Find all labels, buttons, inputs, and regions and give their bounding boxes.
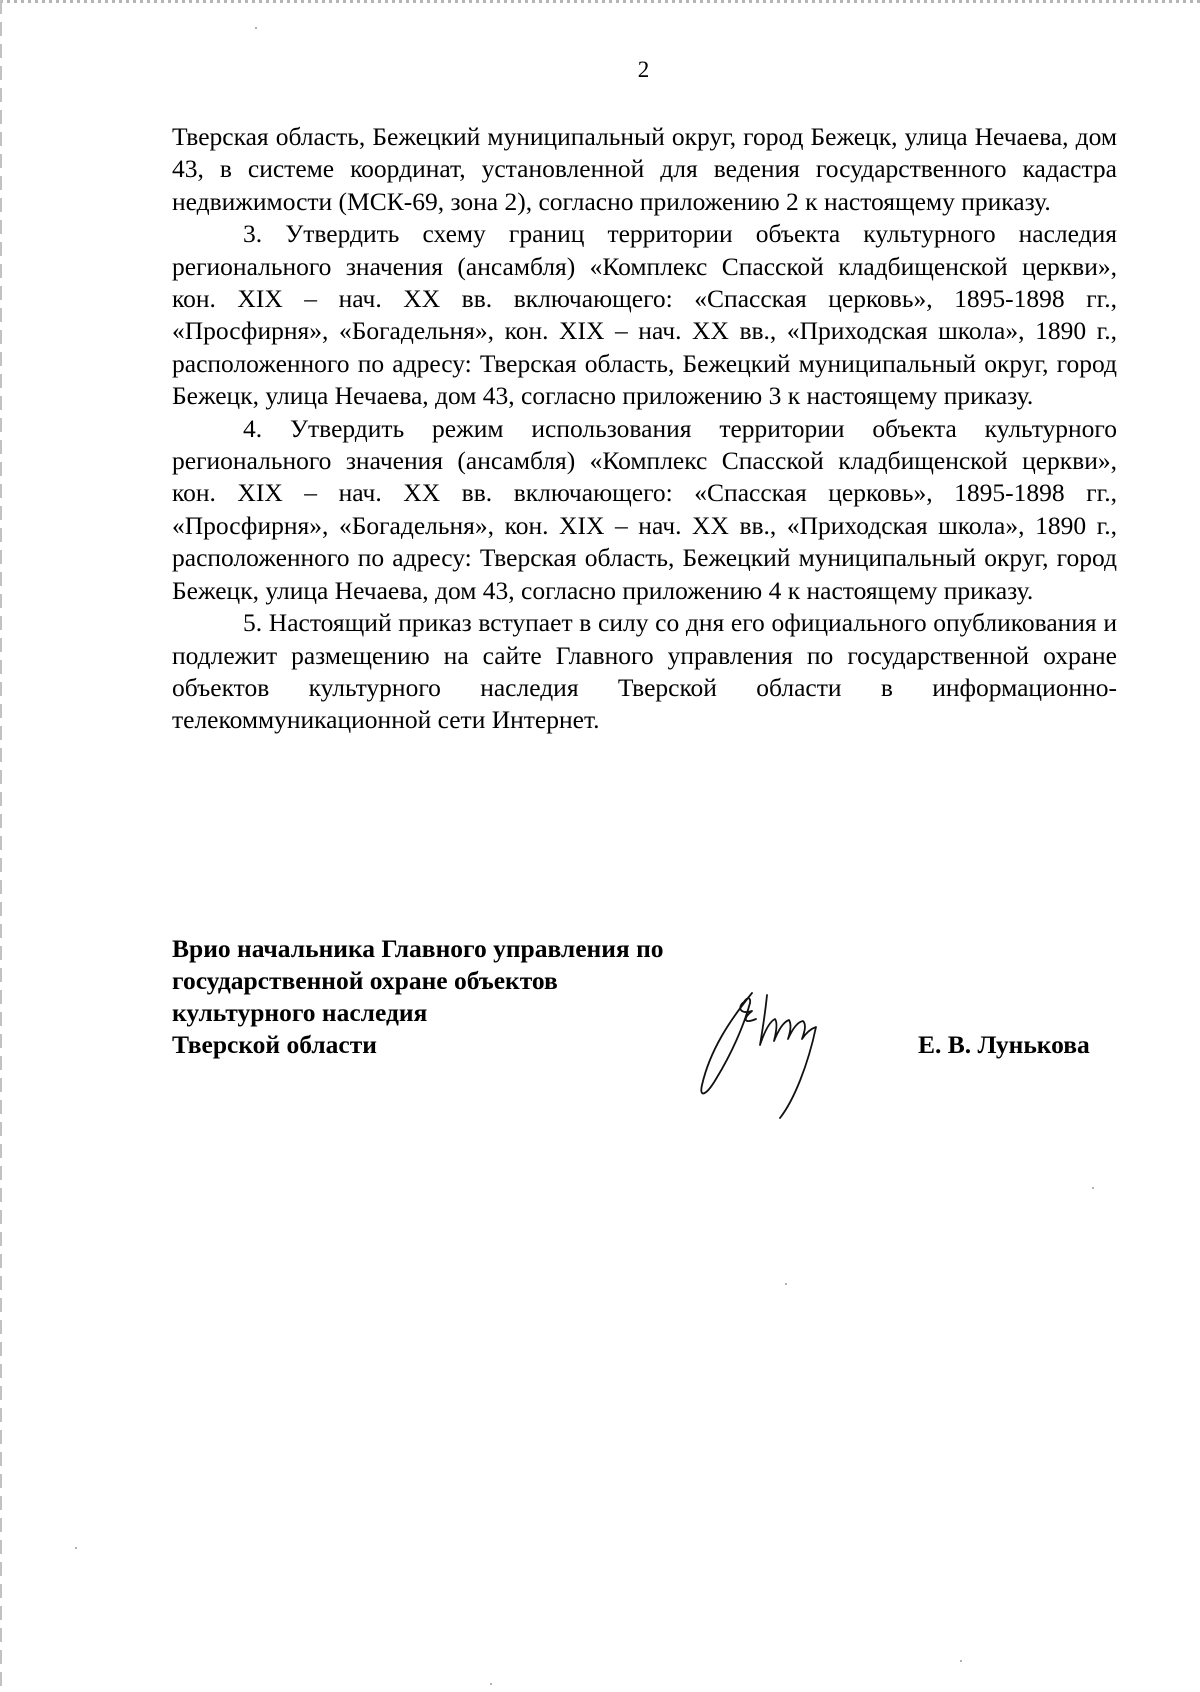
signer-name: Е. В. Лунькова (918, 1030, 1090, 1059)
signer-position-line-1: Врио начальника Главного управления по (172, 934, 664, 963)
signer-position-line-2: государственной охране объектов (172, 966, 558, 995)
paragraph-item-5: 5. Настоящий приказ вступает в силу со дня его официального опубликования и подлежит размещению на сайте Главного управления по государственной охране объектов культурного наследия Тверской области в информационно-телекоммуникационной сети Интернет. (172, 608, 1117, 735)
scan-speck (255, 27, 257, 29)
paragraph-continuation: Тверская область, Бежецкий муниципальный округ, город Бежецк, улица Нечаева, дом 43, в системе координат, установленной для ведения государственного кадастра недвижимости (МСК-69, зона 2), согласно приложению 2 к настоящему приказу. (172, 122, 1117, 216)
paragraph-item-3: 3. Утвердить схему границ территории объекта культурного наследия регионального значения (ансамбля) «Комплекс Спасской кладбищенской церкви», кон. XIX – нач. XX вв. включающего: «Спасская церковь», 1895-1898 гг., «Просфирня», «Богадельня», кон. XIX – нач. XX вв., «Приходская школа», 1890 г., расположенного по адресу: Тверская область, Бежецкий муниципальный округ, город Бежецк, улица Нечаева, дом 43, согласно приложению 3 к настоящему приказу. (172, 219, 1117, 411)
handwritten-signature (690, 975, 890, 1125)
scan-speck (1092, 1187, 1094, 1189)
scan-speck (75, 1547, 77, 1549)
scan-speck (785, 1283, 787, 1285)
signer-position-line-3: культурного наследия (172, 998, 428, 1027)
document-body (172, 121, 1117, 737)
paragraph-item-4: 4. Утвердить режим использования территории объекта культурного регионального значения (ансамбля) «Комплекс Спасской кладбищенской церкви», кон. XIX – нач. XX вв. включающего: «Спасская церковь», 1895-1898 гг., «Просфирня», «Богадельня», кон. XIX – нач. XX вв., «Приходская школа», 1890 г., расположенного по адресу: Тверская область, Бежецкий муниципальный округ, город Бежецк, улица Нечаева, дом 43, согласно приложению 4 к настоящему приказу. (172, 413, 1117, 605)
scan-speck (490, 1683, 492, 1685)
scan-top-edge (0, 0, 1200, 3)
scan-speck (960, 1660, 962, 1662)
page-number: 2 (637, 57, 650, 82)
scan-left-edge (0, 0, 2, 1692)
signer-position (172, 933, 772, 1061)
signer-position-line-4: Тверской области (172, 1030, 377, 1059)
